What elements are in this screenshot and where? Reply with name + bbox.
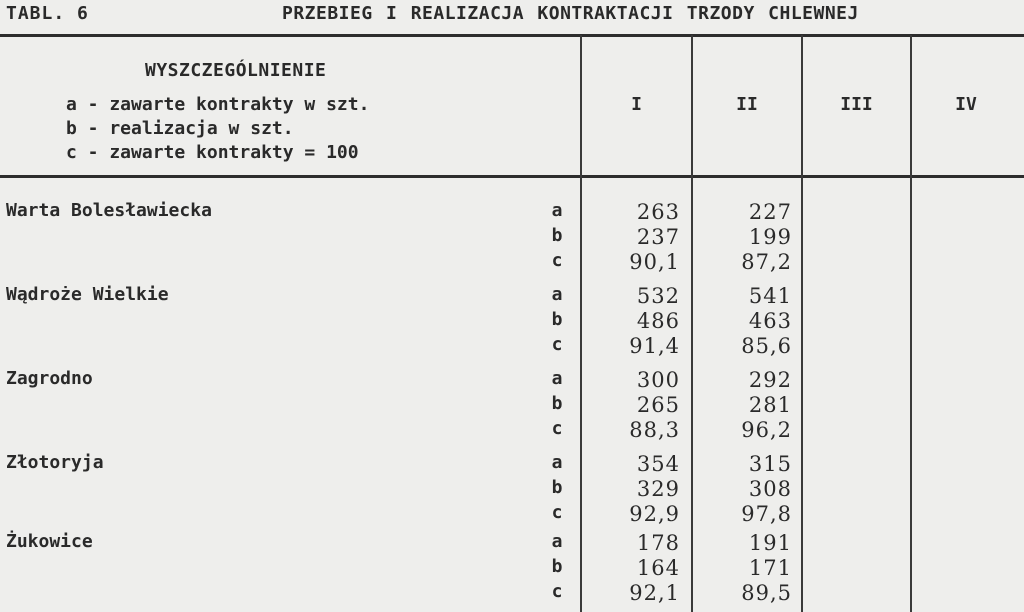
row-line-c <box>0 250 1024 276</box>
row-letter: a <box>551 368 563 389</box>
value-ii: 171 <box>748 556 792 580</box>
value-i: 92,1 <box>629 581 680 605</box>
row-line-b <box>0 477 1024 503</box>
row-line-b <box>0 309 1024 335</box>
value-i: 92,9 <box>629 502 680 526</box>
legend-b: b - realizacja w szt. <box>66 118 294 139</box>
value-i: 178 <box>636 531 680 555</box>
table-row <box>0 444 1024 526</box>
table-row <box>0 192 1024 276</box>
value-i: 90,1 <box>629 250 680 274</box>
value-ii: 87,2 <box>741 250 792 274</box>
value-ii: 96,2 <box>741 418 792 442</box>
value-ii: 89,5 <box>741 581 792 605</box>
row-letter: b <box>551 477 563 498</box>
row-line-b <box>0 556 1024 582</box>
row-line-c <box>0 581 1024 607</box>
top-rule <box>0 34 1024 37</box>
row-letter: c <box>551 250 563 271</box>
row-letter: c <box>551 502 563 523</box>
column-header-iv: IV <box>955 94 977 115</box>
row-letter: c <box>551 334 563 355</box>
table-body <box>0 192 1024 607</box>
value-ii: 541 <box>748 284 792 308</box>
value-ii: 199 <box>748 225 792 249</box>
value-ii: 292 <box>748 368 792 392</box>
value-ii: 97,8 <box>741 502 792 526</box>
value-i: 237 <box>636 225 680 249</box>
row-letter: a <box>551 452 563 473</box>
legend-a: a - zawarte kontrakty w szt. <box>66 94 370 115</box>
row-line-a <box>0 531 1024 557</box>
row-line-a <box>0 284 1024 310</box>
value-i: 263 <box>636 200 680 224</box>
value-i: 164 <box>636 556 680 580</box>
row-line-a <box>0 368 1024 394</box>
value-ii: 463 <box>748 309 792 333</box>
description-heading: WYSZCZEGÓLNIENIE <box>145 60 327 81</box>
value-ii: 85,6 <box>741 334 792 358</box>
header-rule <box>0 175 1024 178</box>
row-name: Złotoryja <box>6 452 104 473</box>
row-letter: b <box>551 309 563 330</box>
row-letter: b <box>551 393 563 414</box>
row-name: Warta Bolesławiecka <box>6 200 212 221</box>
legend-c: c - zawarte kontrakty = 100 <box>66 142 359 163</box>
row-letter: a <box>551 531 563 552</box>
column-header-iii: III <box>840 94 873 115</box>
row-name: Zagrodno <box>6 368 93 389</box>
row-line-a <box>0 452 1024 478</box>
column-header-i: I <box>631 94 642 115</box>
row-line-b <box>0 225 1024 251</box>
table-row <box>0 523 1024 607</box>
row-line-b <box>0 393 1024 419</box>
value-ii: 191 <box>748 531 792 555</box>
value-i: 88,3 <box>629 418 680 442</box>
value-i: 532 <box>636 284 680 308</box>
value-i: 300 <box>636 368 680 392</box>
row-letter: c <box>551 581 563 602</box>
row-letter: b <box>551 225 563 246</box>
value-ii: 308 <box>748 477 792 501</box>
row-line-c <box>0 418 1024 444</box>
value-i: 265 <box>636 393 680 417</box>
row-name: Wądroże Wielkie <box>6 284 169 305</box>
column-header-ii: II <box>736 94 758 115</box>
value-i: 486 <box>636 309 680 333</box>
value-i: 354 <box>636 452 680 476</box>
value-ii: 315 <box>748 452 792 476</box>
value-ii: 281 <box>748 393 792 417</box>
table-row <box>0 276 1024 360</box>
row-line-a <box>0 200 1024 226</box>
row-letter: b <box>551 556 563 577</box>
row-letter: c <box>551 418 563 439</box>
row-letter: a <box>551 200 563 221</box>
value-i: 329 <box>636 477 680 501</box>
value-i: 91,4 <box>629 334 680 358</box>
row-name: Żukowice <box>6 531 93 552</box>
value-ii: 227 <box>748 200 792 224</box>
row-letter: a <box>551 284 563 305</box>
table-title: PRZEBIEG I REALIZACJA KONTRAKTACJI TRZODY CHLEWNEJ <box>282 3 859 24</box>
table-number: TABL. 6 <box>6 3 89 24</box>
row-line-c <box>0 334 1024 360</box>
table-row <box>0 360 1024 444</box>
